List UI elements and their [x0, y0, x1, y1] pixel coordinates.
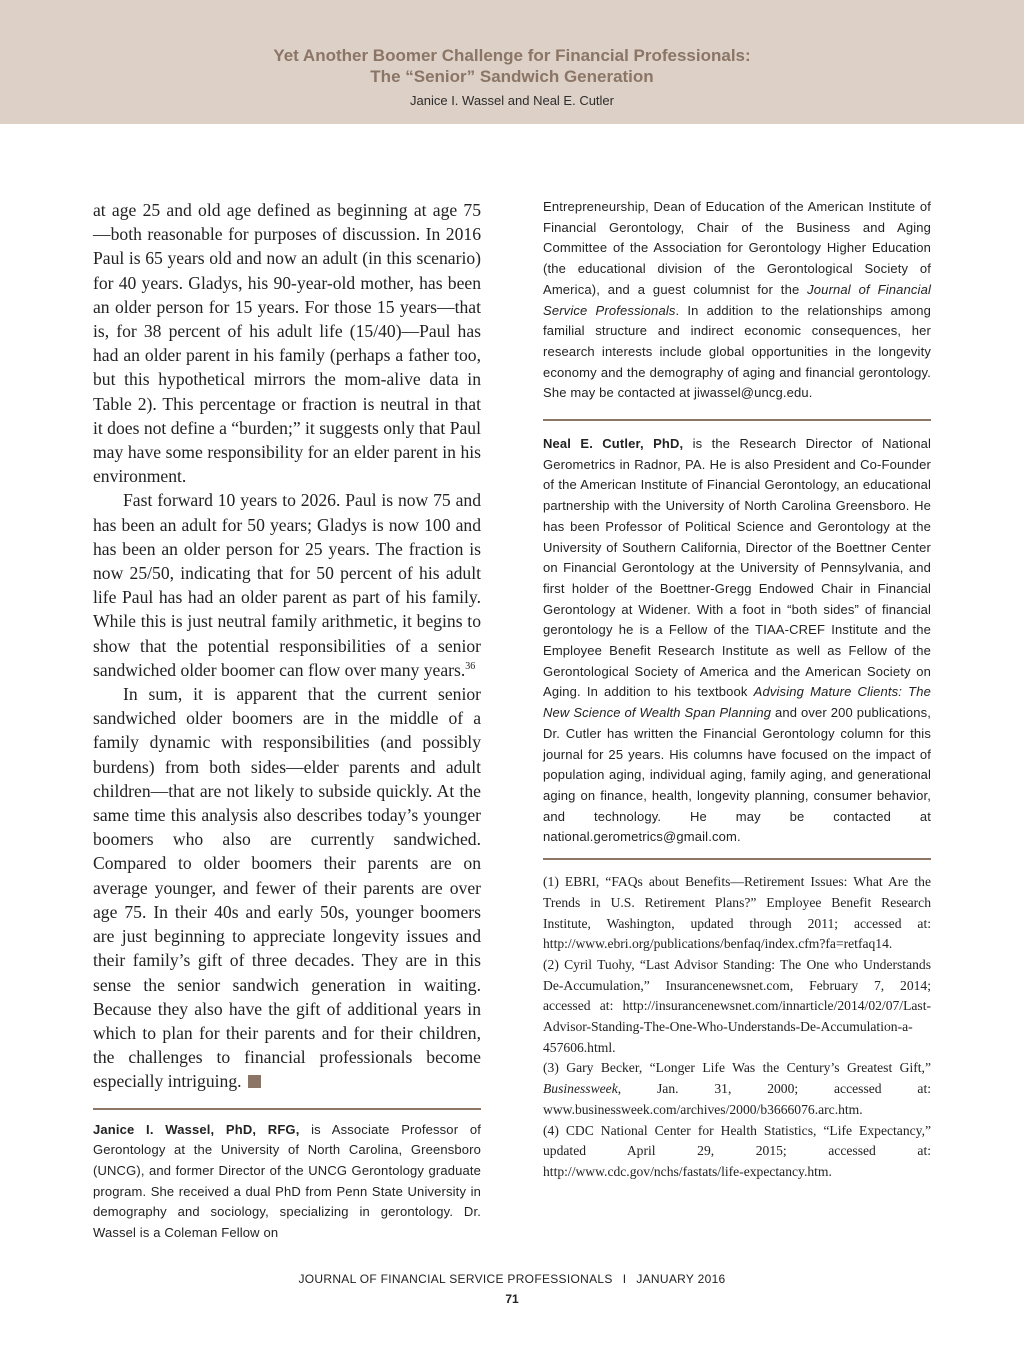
footnote-3-text-1: (3) Gary Becker, “Longer Life Was the Century’s Greatest Gift,”	[543, 1060, 931, 1076]
bio-cutler-name: Neal E. Cutler, PhD,	[543, 436, 684, 452]
body-paragraph-3-text: In sum, it is apparent that the current senior sandwiched older boomers are in the middle of a family dynamic with responsibilities (and possibly burdens) from both sides—elder parents and adult children—that are not likely to subside quickly. At the same time this analysis also describes today’s younger boomers who also are currently sandwiched. Compared to older boomers their parents are on average younger, and fewer of their parents are over age 75. In their 40s and early 50s, younger boomers are just beginning to appreciate longevity issues and their family’s gift of three decades. They are in this sense the senior sandwich generation in waiting. Because they also have the gift of additional years in which to plan for their parents and for their children, the challenges to financial professionals become especially intriguing.	[93, 684, 481, 1092]
footer-journal: JOURNAL OF FINANCIAL SERVICE PROFESSIONALS	[298, 1272, 613, 1286]
footnote-2: (2) Cyril Tuohy, “Last Advisor Standing: The One who Understands De-Accumulation,” Insurancenewsnet.com, February 7, 2014; accessed at: http://insurancenewsnet.com/innarticle/2014/02/07/Last-Advisor-Standing-The-One-Who-Understands-De-Accumulation-a-457606.html.	[543, 956, 931, 1055]
bio-divider-left	[93, 1108, 481, 1110]
body-paragraph-3	[93, 682, 481, 1093]
footer-separator: I	[622, 1272, 627, 1286]
bio-wassel-text-3: . In addition to the relationships among familial structure and indirect economic consequences, her research interests include global opportunities in the longevity economy and the demography of aging and financial gerontology. She may be contacted at jiwassel@uncg.edu.	[543, 302, 931, 401]
footer-date: JANUARY 2016	[636, 1272, 726, 1286]
running-header	[0, 0, 1024, 124]
journal-name: Journal of Financial Service Professionals	[543, 281, 931, 318]
body-paragraph-2	[93, 488, 481, 682]
left-column	[93, 198, 481, 1244]
page-number: 71	[505, 1292, 519, 1306]
footnotes-divider	[543, 858, 931, 860]
bio-wassel-part-1	[93, 1120, 481, 1244]
body-paragraph-1	[93, 198, 481, 488]
bio-wassel-text-2: Entrepreneurship, Dean of Education of the American Institute of Financial Gerontology, Chair of the Business and Aging Committee of the Association for Gerontology Higher Education (the educational division of the Gerontological Society of America), and a guest columnist for the	[543, 199, 931, 297]
footnote-1: (1) EBRI, “FAQs about Benefits—Retirement Issues: What Are the Trends in U.S. Retirement Plans?” Employee Benefit Research Institute, Washington, updated through 2011; accessed at: http://www.ebri.org/publications/benfaq/index.cfm?fa=retfaq14.	[543, 874, 931, 952]
bio-cutler-text-2: and over 200 publications, Dr. Cutler has written the Financial Gerontology column for this journal for 25 years. His columns have focused on the impact of population aging, individual aging, family aging, and generational aging on finance, health, longevity planning, consumer behavior, and technology. He may be contacted at national.gerometrics@gmail.com.	[543, 705, 932, 845]
bio-cutler	[543, 434, 931, 848]
footnote-3-text-2: , Jan. 31, 2000; accessed at: www.businessweek.com/archives/2000/b3666076.arc.htm.	[543, 1081, 931, 1117]
article-title-line-1: Yet Another Boomer Challenge for Financial Professionals:	[273, 46, 751, 65]
book-title: Advising Mature Clients: The New Science of Wealth Span Planning	[543, 684, 932, 721]
footnotes	[543, 872, 931, 1183]
body-paragraph-2-text: Fast forward 10 years to 2026. Paul is now 75 and has been an adult for 50 years; Gladys is now 100 and has been an older person for 25 years. The fraction is now 25/50, indicating that for 50 percent of his adult life Paul has had an older parent as part of his family. While this is just neutral family arithmetic, it begins to show that the potential responsibilities of a senior sandwiched older boomer can flow over many years.	[93, 490, 481, 680]
footnote-4: (4) CDC National Center for Health Statistics, “Life Expectancy,” updated April 29, 2015; accessed at: http://www.cdc.gov/nchs/fastats/life-expectancy.htm.	[543, 1122, 931, 1179]
running-footer	[0, 1272, 1024, 1286]
footnote-3-publication: Businessweek	[543, 1081, 618, 1097]
footnote-3	[543, 1058, 931, 1120]
bio-divider-right-1	[543, 419, 931, 421]
right-column	[543, 198, 931, 1183]
article-title-line-2: The “Senior” Sandwich Generation	[370, 67, 654, 86]
bio-wassel-text-1: is Associate Professor of Gerontology at the University of North Carolina, Greensboro (UNCG), and former Director of the UNCG Gerontology graduate program. She received a dual PhD from Penn State University in demography and sociology, specializing in gerontology. Dr. Wassel is a Coleman Fellow on	[93, 1121, 481, 1241]
body-paragraph-1-text: at age 25 and old age defined as beginning at age 75 —both reasonable for purposes of discussion. In 2016 Paul is 65 years old and now an adult (in this scenario) for 40 years. Gladys, his 90-year-old mother, has been an older person for 15 years. For those 15 years—that is, for 38 percent of his adult life (15/40)—Paul has had an older parent in his family (perhaps a father too, but this hypothetical mirrors the mom-alive data in Table 2). This percentage or fraction is neutral in that it does not define a “burden;” it suggests only that Paul may have some responsibility for an elder parent in his environment.	[93, 200, 481, 487]
bio-wassel-part-2	[543, 197, 931, 404]
bio-wassel-name: Janice I. Wassel, PhD, RFG,	[93, 1121, 300, 1137]
footnote-ref-36: 36	[465, 661, 476, 672]
end-of-article-mark	[248, 1075, 261, 1088]
bio-cutler-text-1: is the Research Director of National Gerometrics in Radnor, PA. He is also President and Co-Founder of the American Institute of Financial Gerontology, an educational partnership with the University of North Carolina Greensboro. He has been Professor of Political Science and Gerontology at the University of Southern California, Director of the Boettner Center on Financial Gerontology at the University of Pennsylvania, and first holder of the Boettner-Gregg Endowed Chair in Financial Gerontology at Widener. With a foot in “both sides” of financial gerontology he is a Fellow of the TIAA-CREF Institute and the Employee Benefit Research Institute as well as Fellow of the Gerontological Society of America and the American Society on Aging. In addition to his textbook	[543, 436, 931, 700]
article-authors: Janice I. Wassel and Neal E. Cutler	[410, 93, 614, 108]
